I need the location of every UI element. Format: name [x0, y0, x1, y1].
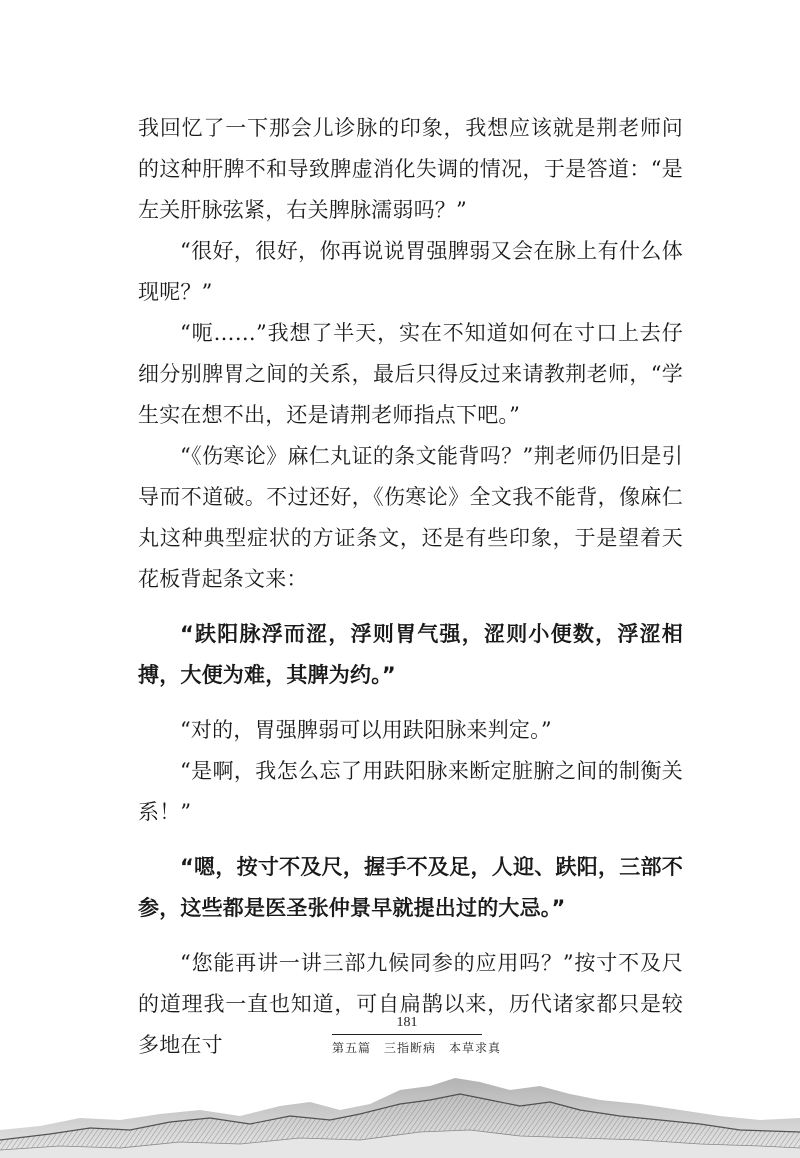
- paragraph: 我回忆了一下那会儿诊脉的印象，我想应该就是荆老师问的这种肝脾不和导致脾虚消化失调的情况，于是答道：“是左关肝脉弦紧，右关脾脉濡弱吗？”: [138, 116, 683, 222]
- footer-divider: [332, 1034, 482, 1035]
- mountain-landscape-illustration: [0, 1060, 800, 1158]
- body-text: [138, 108, 683, 1066]
- paragraph: “对的，胃强脾弱可以用趺阳脉来判定。”: [180, 718, 552, 742]
- paragraph: “呃……”我想了半天，实在不知道如何在寸口上去仔细分别脾胃之间的关系，最后只得反过来请教荆老师，“学生实在想不出，还是请荆老师指点下吧。”: [138, 321, 683, 427]
- paragraph: “很好，很好，你再说说胃强脾弱又会在脉上有什么体现呢？”: [138, 239, 683, 304]
- paragraph: “您能再讲一讲三部九候同参的应用吗？”按寸不及尺的道理我一直也知道，可自扁鹊以来，历代诸家都只是较多地在寸: [138, 951, 683, 1057]
- quotation-paragraph: “嗯，按寸不及尺，握手不及足，人迎、趺阳，三部不参，这些都是医圣张仲景早就提出过的大忌。”: [138, 855, 683, 920]
- page-number: 181: [396, 1015, 418, 1030]
- quotation-paragraph: “趺阳脉浮而涩，浮则胃气强，涩则小便数，浮涩相搏，大便为难，其脾为约。”: [138, 622, 683, 687]
- paragraph: “《伤寒论》麻仁丸证的条文能背吗？”荆老师仍旧是引导而不道破。不过还好，《伤寒论》全文我不能背，像麻仁丸这种典型症状的方证条文，还是有些印象，于是望着天花板背起条文来：: [138, 444, 683, 591]
- page-footer: [332, 1014, 502, 1056]
- running-title: 第五篇 三指断病 本草求真: [332, 1041, 502, 1055]
- paragraph: “是啊，我怎么忘了用趺阳脉来断定脏腑之间的制衡关系！”: [138, 759, 683, 824]
